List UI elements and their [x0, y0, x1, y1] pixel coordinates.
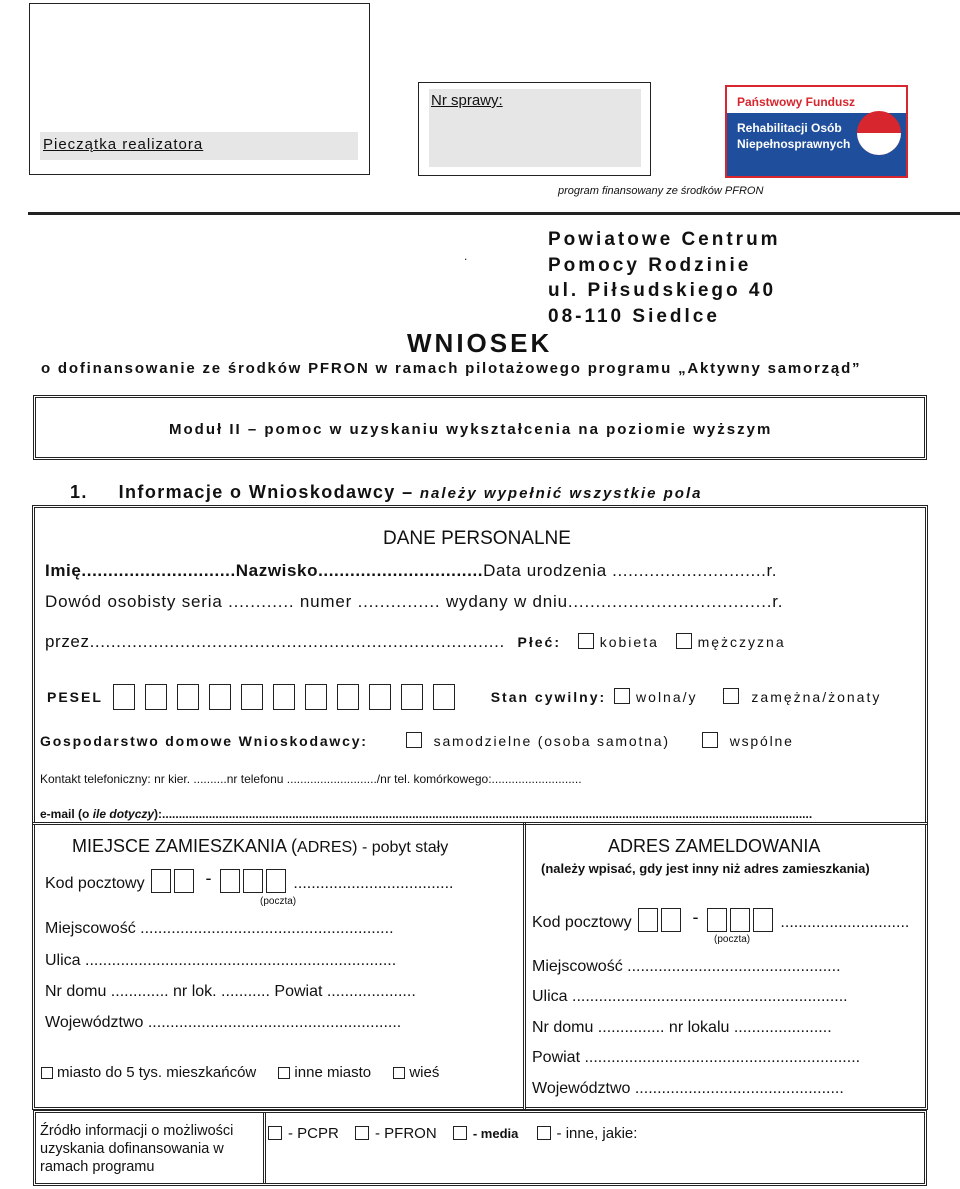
row-pesel: [47, 684, 881, 710]
household-shared-checkbox[interactable]: [702, 732, 718, 748]
postcode-cell[interactable]: [243, 869, 263, 893]
registration-heading: ADRES ZAMELDOWANIA: [608, 836, 821, 856]
postcode-cell[interactable]: [730, 908, 750, 932]
postcode-cell[interactable]: [661, 908, 681, 932]
address-line-3: ul. Piłsudskiego 40: [548, 280, 777, 301]
source-pfron-label: - PFRON: [375, 1125, 437, 1142]
section-1-heading: [70, 482, 702, 503]
form-subtitle: o dofinansowanie ze środków PFRON w ramach pilotażowego programu „Aktywny samorząd”: [41, 360, 862, 377]
issuer-field[interactable]: przez..............................................................................: [45, 632, 505, 651]
source-media-checkbox[interactable]: [453, 1126, 467, 1140]
registration-street-field[interactable]: Ulica ..............................................................: [532, 988, 848, 1005]
residence-heading: [72, 836, 448, 857]
residence-heading-a: MIEJSCE ZAMIESZKANIA (: [72, 836, 298, 856]
postcode-cell[interactable]: [753, 908, 773, 932]
last-name-field[interactable]: Nazwisko...............................: [235, 561, 484, 580]
marital-single-label: wolna/y: [636, 689, 698, 705]
section-1-title: Informacje o Wnioskodawcy –: [118, 482, 420, 502]
personal-heading: DANE PERSONALNE: [383, 528, 571, 549]
address-line-2: Pomocy Rodzinie: [548, 254, 752, 276]
program-note: program finansowany ze środków PFRON: [558, 185, 764, 197]
pesel-digit-cell[interactable]: [113, 684, 135, 710]
stamp-box: [29, 3, 370, 175]
residence-street-field[interactable]: Ulica ......................................................................: [45, 952, 397, 969]
registration-note: (należy wpisać, gdy jest inny niż adres zamieszkania): [541, 861, 870, 876]
postcode-dash: -: [205, 868, 212, 888]
source-pfron-checkbox[interactable]: [355, 1126, 369, 1140]
pesel-digit-cell[interactable]: [145, 684, 167, 710]
module-text: Moduł II – pomoc w uzyskaniu wykształcenia na poziomie wyższym: [169, 421, 773, 438]
source-label: Źródło informacji o możliwości uzyskania dofinansowania w ramach programu: [40, 1123, 234, 1175]
pesel-digit-cell[interactable]: [305, 684, 327, 710]
postcode-cell[interactable]: [707, 908, 727, 932]
gender-female-checkbox[interactable]: [578, 633, 594, 649]
source-other-label: - inne, jakie:: [556, 1125, 638, 1142]
residence-heading-c: ) - pobyt stały: [352, 839, 449, 856]
pesel-cells: [113, 689, 465, 705]
marital-single-checkbox[interactable]: [614, 688, 630, 704]
residence-locality-options: [41, 1064, 439, 1081]
household-single-checkbox[interactable]: [406, 732, 422, 748]
registration-postcode-label: Kod pocztowy: [532, 914, 632, 931]
row-name: [45, 561, 777, 581]
source-other-checkbox[interactable]: [537, 1126, 551, 1140]
email-label: e-mail (o: [40, 807, 93, 821]
source-media-label: - media: [472, 1126, 519, 1141]
pfron-logo-line-3: Niepełnosprawnych: [737, 137, 851, 151]
locality-small-town-label: miasto do 5 tys. mieszkańców: [57, 1064, 257, 1081]
postcode-cell[interactable]: [220, 869, 240, 893]
residence-voivodeship-field[interactable]: Województwo .........................................................: [45, 1014, 402, 1031]
source-pcpr-label: - PCPR: [288, 1125, 339, 1142]
pesel-digit-cell[interactable]: [273, 684, 295, 710]
stamp-label-bar: [40, 132, 358, 160]
stamp-label: Pieczątka realizatora: [43, 136, 204, 153]
registration-poczta-caption: (poczta): [714, 934, 751, 945]
household-single-label: samodzielne (osoba samotna): [433, 733, 670, 749]
pesel-digit-cell[interactable]: [177, 684, 199, 710]
registration-voivodeship-field[interactable]: Województwo ...............................................: [532, 1080, 844, 1097]
first-name-field[interactable]: Imię.............................: [45, 561, 236, 580]
postcode-cell[interactable]: [638, 908, 658, 932]
address-line-1: Powiatowe Centrum: [548, 229, 781, 250]
address-block: [548, 227, 781, 329]
gender-label: Płeć:: [517, 634, 561, 650]
locality-other-city-checkbox[interactable]: [278, 1067, 290, 1079]
email-field[interactable]: [40, 807, 918, 821]
gender-male-checkbox[interactable]: [676, 633, 692, 649]
pfron-logo: [725, 85, 908, 178]
registration-house-field[interactable]: Nr domu ............... nr lokalu ......................: [532, 1019, 832, 1036]
case-number-box: [418, 82, 651, 176]
gender-male-label: mężczyzna: [697, 634, 786, 650]
registration-city-field[interactable]: Miejscowość ................................................: [532, 958, 841, 975]
residence-house-field[interactable]: Nr domu ............. nr lok. ........... Powiat ....................: [45, 983, 416, 1000]
postcode-cell[interactable]: [266, 869, 286, 893]
gender-female-label: kobieta: [599, 634, 659, 650]
residence-poczta-caption: (poczta): [260, 896, 297, 907]
marital-married-label: zamężna/żonaty: [751, 689, 882, 705]
address-dot: .: [464, 249, 468, 263]
marital-married-checkbox[interactable]: [723, 688, 739, 704]
household-label: Gospodarstwo domowe Wnioskodawcy:: [40, 733, 368, 749]
residence-postcode-label: Kod pocztowy: [45, 875, 145, 892]
residence-post-office-field[interactable]: ....................................: [293, 875, 454, 892]
postcode-cell[interactable]: [151, 869, 171, 893]
residence-postcode-row: [45, 868, 453, 893]
pesel-digit-cell[interactable]: [337, 684, 359, 710]
registration-county-field[interactable]: Powiat ..............................................................: [532, 1049, 861, 1066]
email-dots: ):...................................................................................................................................................................................................: [154, 807, 813, 821]
address-line-4: 08-110 Siedlce: [548, 305, 720, 327]
locality-village-checkbox[interactable]: [393, 1067, 405, 1079]
postcode-dash: -: [692, 907, 699, 927]
registration-post-office-field[interactable]: .............................: [780, 914, 910, 931]
pesel-label: PESEL: [47, 689, 103, 705]
birth-date-field[interactable]: Data urodzenia .............................r.: [483, 561, 778, 580]
marital-status-label: Stan cywilny:: [490, 689, 607, 705]
source-options: [268, 1125, 637, 1142]
case-number-label: Nr sprawy:: [431, 92, 503, 109]
section-1-number: 1.: [70, 482, 88, 502]
row-household: [40, 732, 794, 749]
pesel-digit-cell[interactable]: [433, 684, 455, 710]
pesel-digit-cell[interactable]: [209, 684, 231, 710]
email-label-italic: ile dotyczy: [92, 807, 155, 821]
form-title: WNIOSEK: [407, 328, 553, 358]
section-1-note: należy wypełnić wszystkie pola: [419, 485, 703, 502]
row-issuer-gender: [45, 632, 786, 652]
phone-field[interactable]: Kontakt telefoniczny: nr kier. ..........nr telefonu .........................../nr tel. komórkowego:...........................: [40, 772, 582, 786]
case-number-field[interactable]: [429, 89, 641, 167]
locality-small-town-checkbox[interactable]: [41, 1067, 53, 1079]
locality-other-city-label: inne miasto: [294, 1064, 372, 1081]
pfron-logo-line-1: Państwowy Fundusz: [737, 95, 856, 109]
household-shared-label: wspólne: [729, 733, 794, 749]
pesel-digit-cell[interactable]: [241, 684, 263, 710]
pfron-logo-line-2: Rehabilitacji Osób: [737, 121, 842, 135]
pfron-logo-emblem: [857, 111, 901, 155]
source-pcpr-checkbox[interactable]: [268, 1126, 282, 1140]
header-rule: [28, 212, 960, 215]
residence-city-field[interactable]: Miejscowość .........................................................: [45, 920, 394, 937]
module-box: [33, 395, 927, 460]
id-card-field[interactable]: Dowód osobisty seria ............ numer ............... wydany w dniu.....................................r.: [45, 592, 784, 611]
source-divider: [263, 1113, 266, 1183]
registration-postcode-row: [532, 907, 909, 932]
postcode-cell[interactable]: [174, 869, 194, 893]
pesel-digit-cell[interactable]: [401, 684, 423, 710]
pesel-digit-cell[interactable]: [369, 684, 391, 710]
residence-heading-b: ADRES: [297, 839, 353, 856]
locality-village-label: wieś: [409, 1064, 440, 1081]
